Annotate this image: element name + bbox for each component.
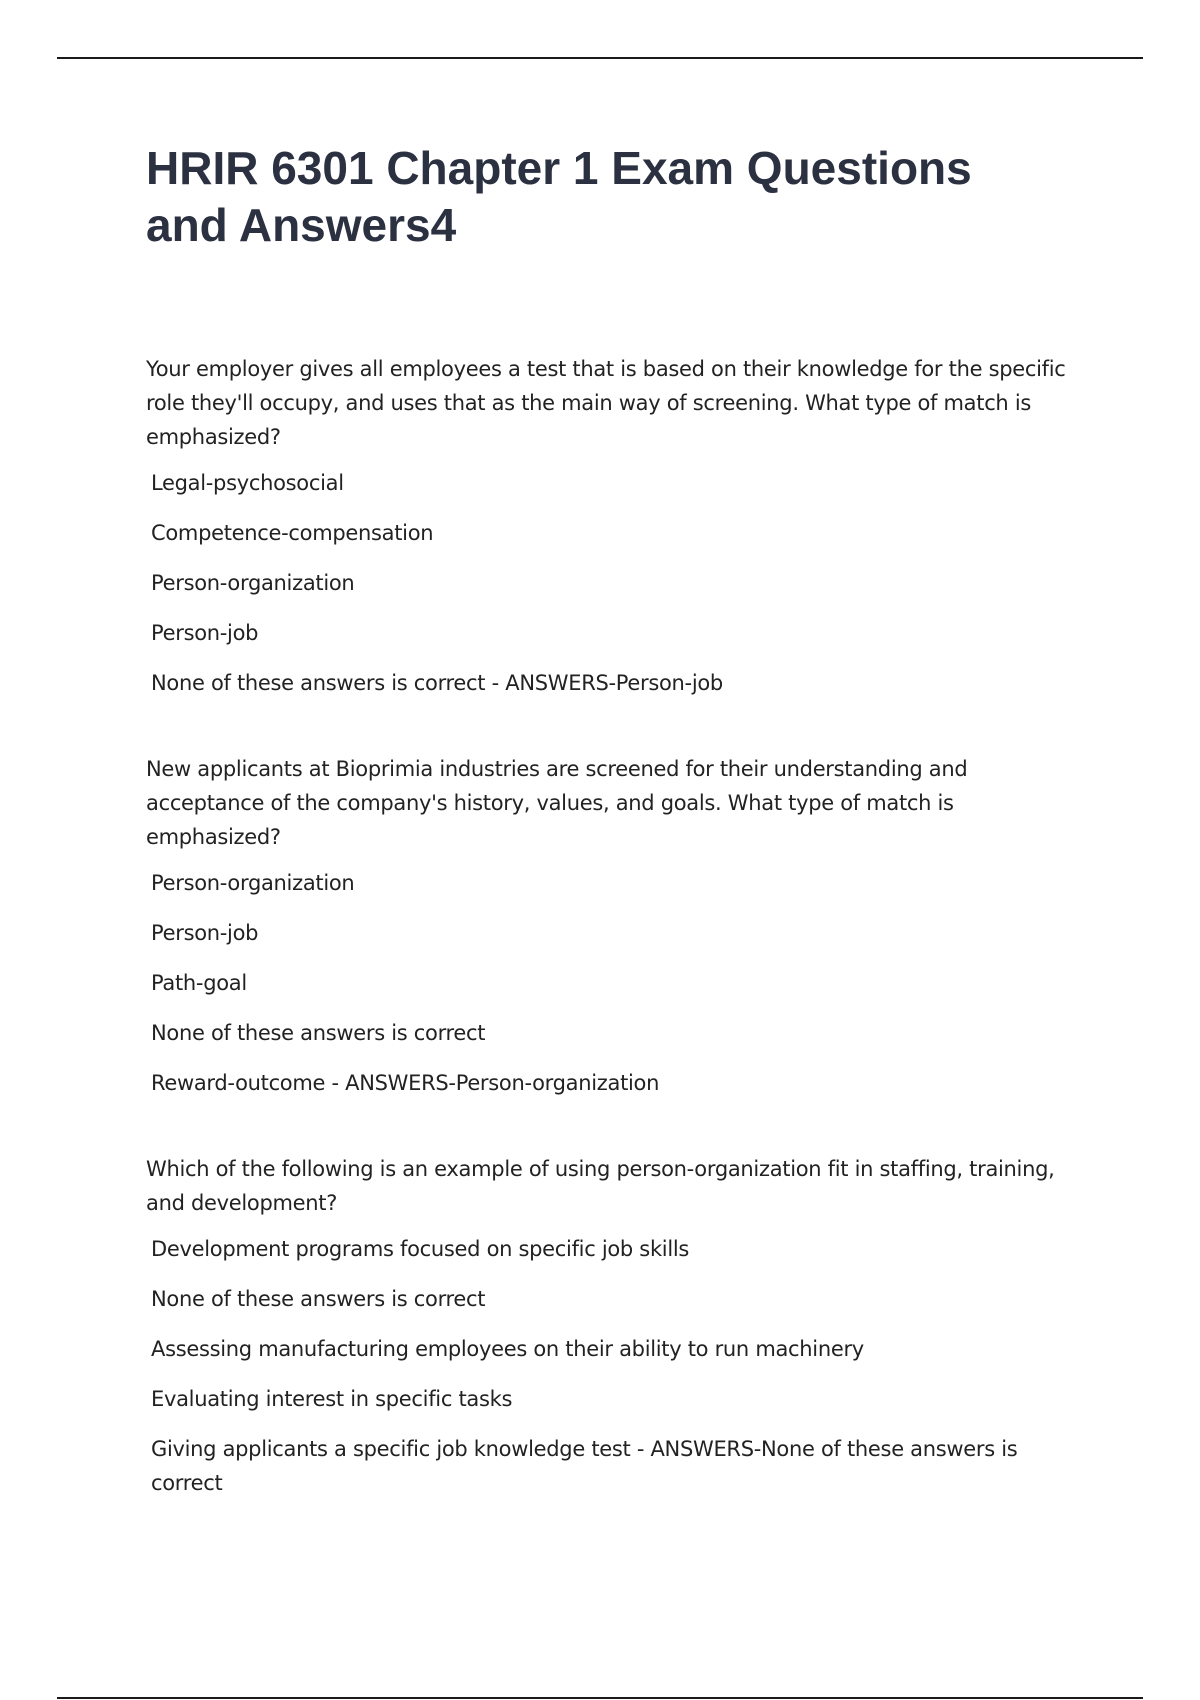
answer-option: Giving applicants a specific job knowledge test - ANSWERS-None of these answers is correct xyxy=(151,1437,1018,1495)
question-block-3 xyxy=(146,1152,1086,1500)
answer-option: Reward-outcome - ANSWERS-Person-organization xyxy=(151,1071,660,1095)
page-title: HRIR 6301 Chapter 1 Exam Questions and Answers4 xyxy=(146,142,972,251)
answer-option: Assessing manufacturing employees on their ability to run machinery xyxy=(151,1337,864,1361)
question-block-2 xyxy=(146,752,1086,1100)
answer-option: Development programs focused on specific job skills xyxy=(151,1237,690,1261)
question-text: Your employer gives all employees a test that is based on their knowledge for the specific role they'll occupy, and uses that as the main way of screening. What type of match is emphasized? xyxy=(146,357,1066,449)
answer-option: Evaluating interest in specific tasks xyxy=(151,1387,513,1411)
answer-option: Competence-compensation xyxy=(151,521,434,545)
answer-option: Person-job xyxy=(151,621,259,645)
question-text: Which of the following is an example of using person-organization fit in staffing, training, and development? xyxy=(146,1157,1055,1215)
question-block-1 xyxy=(146,352,1086,700)
answer-option: None of these answers is correct - ANSWERS-Person-job xyxy=(151,671,723,695)
question-text: New applicants at Bioprimia industries are screened for their understanding and acceptance of the company's history, values, and goals. What type of match is emphasized? xyxy=(146,757,968,849)
top-divider xyxy=(57,57,1143,59)
answer-option: None of these answers is correct xyxy=(151,1287,486,1311)
answer-option: Path-goal xyxy=(151,971,247,995)
question-list xyxy=(146,352,1086,1500)
answer-option: Person-organization xyxy=(151,571,355,595)
bottom-divider xyxy=(57,1697,1143,1699)
answer-option: Legal-psychosocial xyxy=(151,471,344,495)
answer-option: None of these answers is correct xyxy=(151,1021,486,1045)
document-body xyxy=(146,140,1086,1552)
answer-option: Person-organization xyxy=(151,871,355,895)
answer-option: Person-job xyxy=(151,921,259,945)
